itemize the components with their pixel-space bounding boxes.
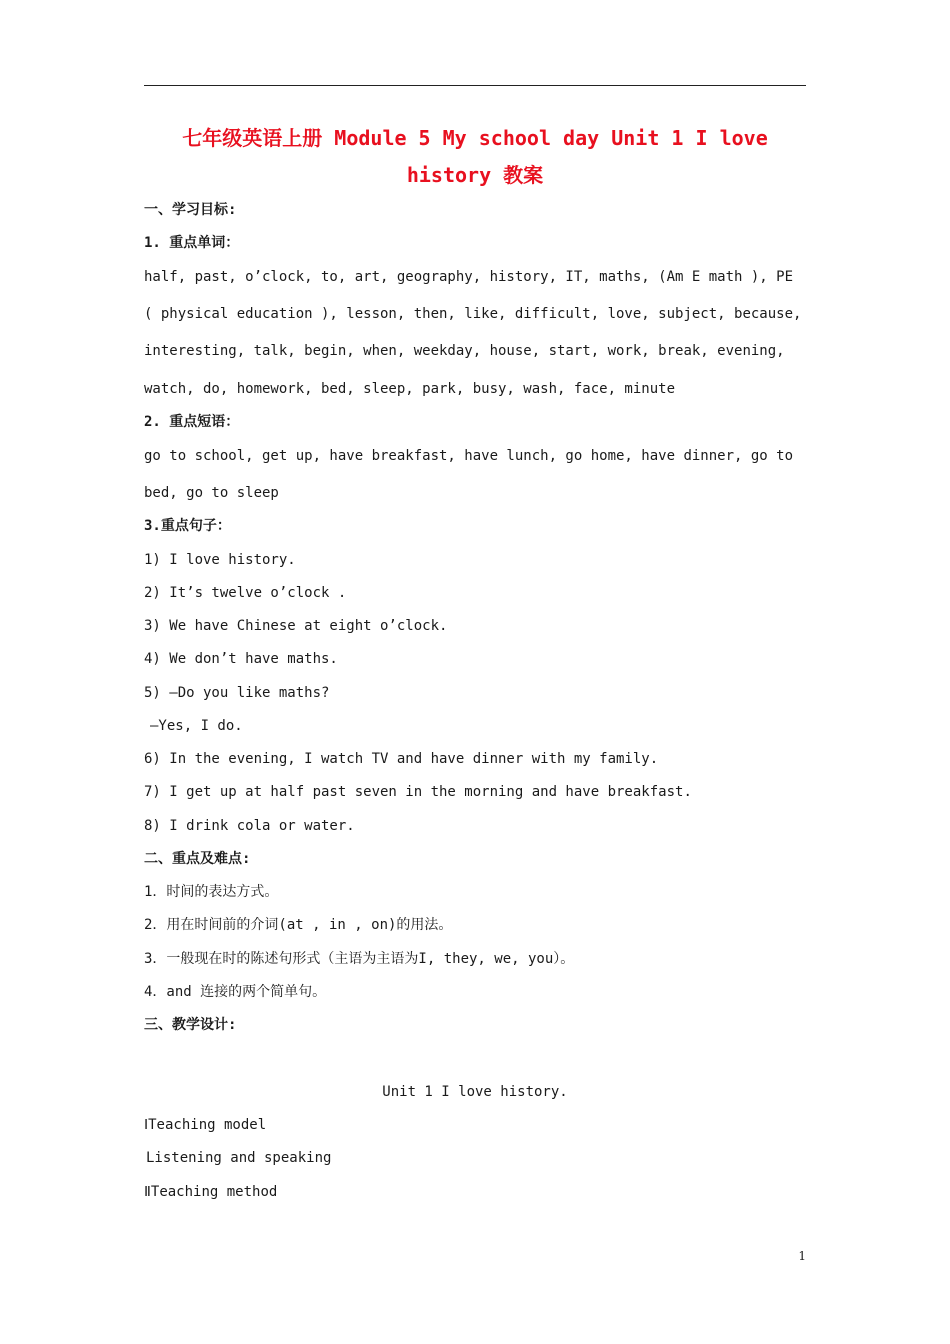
section-heading-teaching-design: 三、教学设计:	[144, 1017, 237, 1033]
key-point-item: 1．时间的表达方式。	[144, 884, 279, 900]
sentence-item: 2) It’s twelve o’clock .	[144, 585, 347, 601]
sentence-item: 6) In the evening, I watch TV and have dinner with my family.	[144, 751, 659, 767]
teaching-model-heading: ⅠTeaching model	[144, 1117, 267, 1133]
section-heading-objectives: 一、学习目标:	[144, 202, 237, 218]
subheading-key-phrases: 2. 重点短语：	[144, 414, 240, 430]
word-list-line: watch, do, homework, bed, sleep, park, busy, wash, face, minute	[144, 381, 676, 397]
sentence-item: 5) —Do you like maths?	[144, 685, 330, 701]
word-list-line: half, past, o’clock, to, art, geography, history, IT, maths, (Am E math ), PE	[144, 269, 794, 285]
key-point-item: 2．用在时间前的介词(at , in , on)的用法。	[144, 917, 453, 933]
sentence-item: 4) We don’t have maths.	[144, 651, 338, 667]
word-list-line: ( physical education ), lesson, then, like, difficult, love, subject, because,	[144, 306, 802, 322]
phrase-list-line: bed, go to sleep	[144, 485, 279, 501]
sentence-item-reply: —Yes, I do.	[150, 718, 243, 734]
teaching-model-text: Listening and speaking	[146, 1150, 332, 1166]
section-heading-key-points: 二、重点及难点:	[144, 851, 251, 867]
key-point-item: 3．一般现在时的陈述句形式（主语为主语为I, they, we, you）。	[144, 951, 575, 967]
word-list-line: interesting, talk, begin, when, weekday, house, start, work, break, evening,	[144, 343, 785, 359]
unit-heading: Unit 1 I love history.	[382, 1084, 568, 1100]
document-title: 七年级英语上册 Module 5 My school day Unit 1 I love history 教案	[182, 126, 768, 187]
header-rule	[144, 85, 806, 86]
subheading-key-sentences: 3.重点句子：	[144, 518, 231, 534]
page-number: 1	[798, 1249, 806, 1263]
key-point-item: 4．and 连接的两个简单句。	[144, 984, 327, 1000]
sentence-item: 1) I love history.	[144, 552, 296, 568]
sentence-item: 3) We have Chinese at eight o’clock.	[144, 618, 448, 634]
phrase-list-line: go to school, get up, have breakfast, have lunch, go home, have dinner, go to	[144, 448, 794, 464]
subheading-key-words: 1. 重点单词：	[144, 235, 240, 251]
teaching-method-heading: ⅡTeaching method	[144, 1184, 278, 1200]
sentence-item: 7) I get up at half past seven in the morning and have breakfast.	[144, 784, 692, 800]
sentence-item: 8) I drink cola or water.	[144, 818, 355, 834]
